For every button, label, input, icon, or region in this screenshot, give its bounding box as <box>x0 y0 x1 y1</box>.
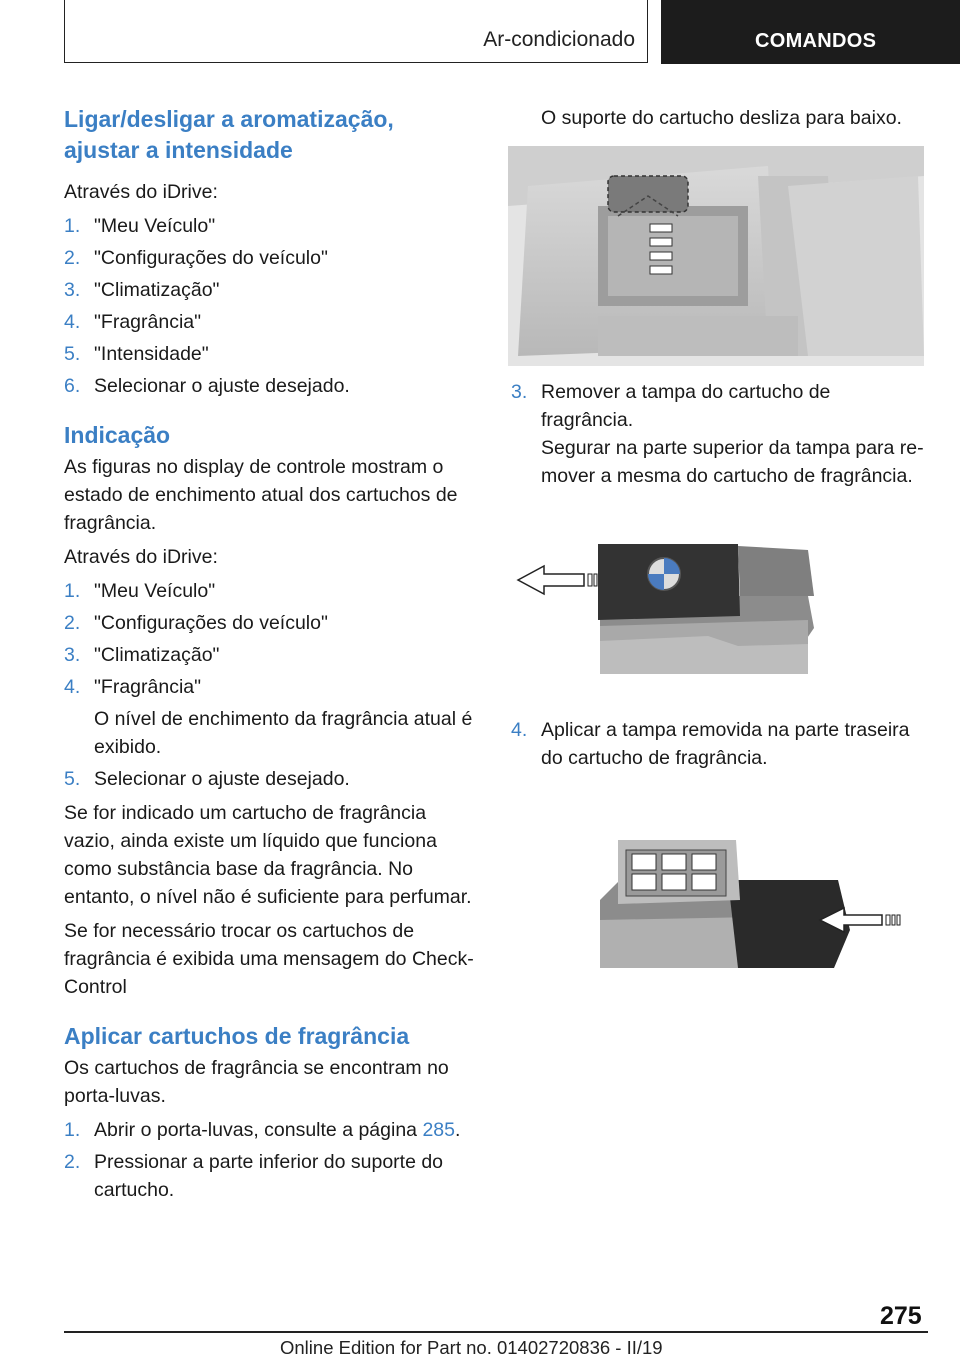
heading-aromatization: Ligar/desligar a aromatização, ajustar a intensidade <box>64 106 394 163</box>
cartridge-remove-image <box>508 536 924 696</box>
page-number: 275 <box>880 1302 922 1330</box>
steps-list-1 <box>64 212 478 400</box>
list-item: 3. Remover a tampa do cartucho de fragrância. Segurar na parte superior da tampa para remover a mesma do cartucho de fragrância. <box>511 378 926 490</box>
list-item: 5. "Intensidade" <box>64 343 209 365</box>
glovebox-image <box>508 146 924 366</box>
cartridge-remove-illustration <box>508 536 924 696</box>
list-item: 3. "Climatização" <box>64 279 220 301</box>
page-link-285[interactable]: 285 <box>422 1119 455 1141</box>
paragraph-check-control: Se for necessário trocar os cartuchos de fragrância é exibida uma mensagem do Check-Control <box>64 920 474 998</box>
paragraph-holder-slides: O suporte do cartucho desliza para baixo. <box>541 107 902 129</box>
list-item-note: O nível de enchimento da fragrância atual é exibido. <box>94 708 473 758</box>
intro-idrive-2: Através do iDrive: <box>64 546 218 568</box>
list-item: 1. "Meu Veículo" <box>64 580 216 602</box>
heading-apply-cartridges: Aplicar cartuchos de fragrância <box>64 1023 410 1049</box>
heading-indicacao: Indicação <box>64 422 171 448</box>
list-item: 4. "Fragrância" O nível de enchimento da fragrância atual é exibido. <box>64 673 478 761</box>
intro-idrive-1: Através do iDrive: <box>64 181 218 203</box>
footer-divider <box>64 1331 928 1333</box>
footer-edition: Online Edition for Part no. 01402720836 - II/19 <box>280 1337 663 1358</box>
steps-list-3 <box>64 1116 478 1204</box>
list-item: 3. "Climatização" <box>64 644 220 666</box>
list-item: 5. Selecionar o ajuste desejado. <box>64 768 350 790</box>
list-item: 6. Selecionar o ajuste desejado. <box>64 375 350 397</box>
steps-list-2 <box>64 577 478 793</box>
glovebox-illustration <box>508 146 924 366</box>
paragraph-display-figures: As figuras no display de controle mostram o estado de enchimento atual dos cartuchos de fragrância. <box>64 456 458 534</box>
header-chapter-tab[interactable] <box>661 0 960 64</box>
list-item: 1. "Meu Veículo" <box>64 215 216 237</box>
header-chapter-label: COMANDOS <box>755 30 877 52</box>
list-item: 4. Aplicar a tampa removida na parte traseira do cartucho de fragrância. <box>511 719 910 769</box>
list-item: 4. "Fragrância" <box>64 311 202 333</box>
cartridge-apply-illustration <box>508 820 924 990</box>
steps-list-right-4 <box>508 716 926 772</box>
list-item-note: Segurar na parte superior da tampa para remover a mesma do cartucho de fragrância. <box>541 437 924 487</box>
cartridge-apply-image <box>508 820 924 990</box>
paragraph-glovebox: Os cartuchos de fragrância se encontram no porta-luvas. <box>64 1057 449 1107</box>
right-column <box>508 104 926 990</box>
paragraph-empty-cartridge: Se for indicado um cartucho de fragrância vazio, ainda existe um líquido que funciona como substância base da fragrância. No entanto, o nível não é suficiente para perfumar. <box>64 802 472 908</box>
header-section-title: Ar-condicionado <box>483 28 635 51</box>
list-item: 2. "Configurações do veículo" <box>64 612 328 634</box>
list-item: 2. "Configurações do veículo" <box>64 247 328 269</box>
header-section-box <box>64 0 648 63</box>
steps-list-right-3 <box>508 378 926 490</box>
list-item: 1. Abrir o porta-luvas, consulte a página 285. <box>64 1119 461 1141</box>
left-column <box>64 104 478 1204</box>
list-item: 2. Pressionar a parte inferior do suporte do cartucho. <box>64 1151 444 1201</box>
